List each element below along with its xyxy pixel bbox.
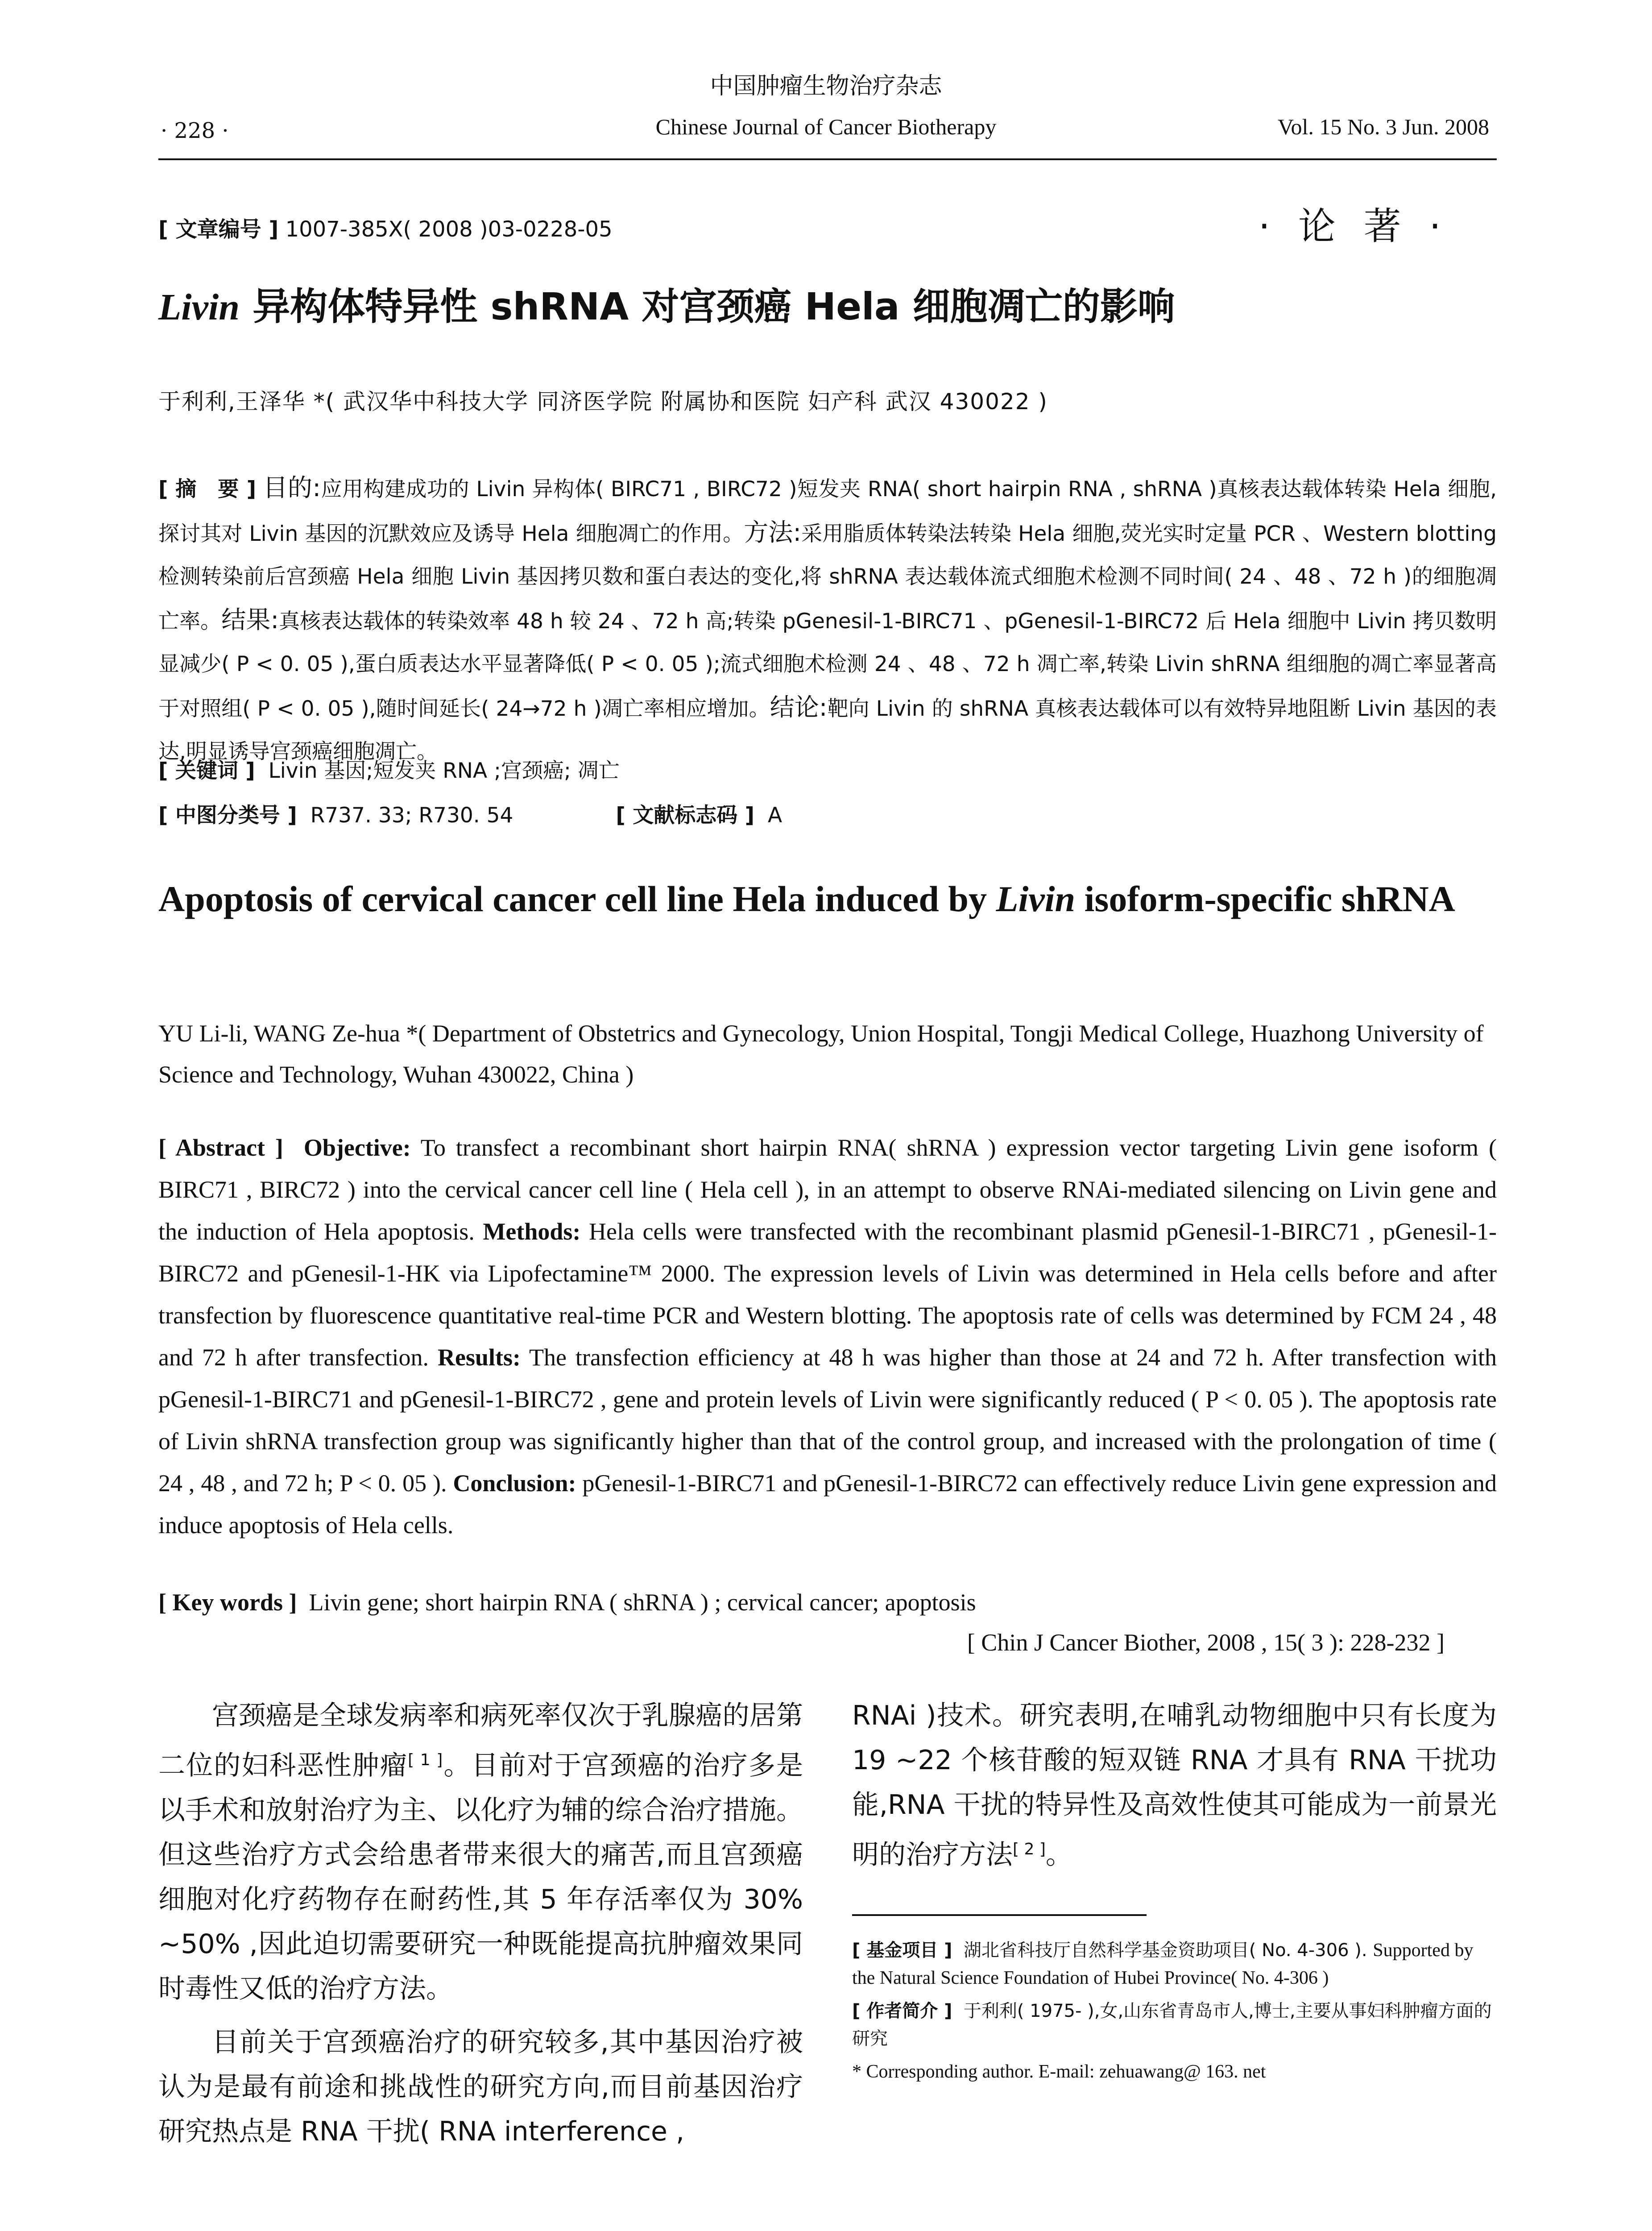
doc-code-label: [ 文献标志码 ] [616,803,755,828]
conclusion-cn-label: 结论: [770,693,828,722]
article-id-value: 1007-385X( 2008 )03-0228-05 [285,217,613,242]
volume-info: Vol. 15 No. 3 Jun. 2008 [1277,114,1489,139]
body-left-column [158,1693,803,2154]
body-paragraph [158,2020,803,2154]
body-left-p1-rest: 。目前对于宫颈癌的治疗多是以手术和放射治疗为主、以化疗为辅的综合治疗措施。但这些治疗方式会给患者带来很大的痛苦,而且宫颈癌细胞对化疗药物存在耐药性,其 5 年存活率仅为 30% ~50% ,因此迫切需要研究一种既能提高抗肿瘤效果同时毒性又低的治疗方法。 [158,1750,803,2004]
doc-code-value: A [767,803,783,828]
keywords-cn [158,754,620,784]
author-bio: 于利利( 1975- ),女,山东省青岛市人,博士,主要从事妇科肿瘤方面的研究 [852,2001,1492,2049]
keywords-en-value: Livin gene; short hairpin RNA ( shRNA ) ; cervical cancer; apoptosis [309,1589,976,1616]
article-id-label: [ 文章编号 ] [158,217,279,242]
title-en-before: Apoptosis of cervical cancer cell line Hela induced by [158,879,996,919]
methods-cn: 采用脂质体转染法转染 Hela 细胞,荧光实时定量 PCR 、Western blotting 检测转染前后宫颈癌 Hela 细胞 Livin 基因拷贝数和蛋白表达的变化,将 shRNA 表达载体流式细胞术检测不同时间( 24 、48 、72 h )的细胞凋亡率。 [158,522,1497,634]
methods-en: Hela cells were transfected with the recombinant plasmid pGenesil-1-BIRC71 , pGenesil-1-BIRC72 and pGenesil-1-HK via Lipofectamine™ 2000. The expression levels of Livin was determined in Hela cells before and after transfection by fluorescence quantitative real-time PCR and Western blotting. The apoptosis rate of cells was determined by FCM 24 , 48 and 72 h after transfection. [158,1218,1497,1371]
objective-cn-label: 目的: [263,473,321,502]
fund-en: Supported by the Natural Science Foundation of Hubei Province( No. 4-306 ) [852,1940,1474,1988]
body-left-p2: 目前关于宫颈癌治疗的研究较多,其中基因治疗被认为是最有前途和挑战性的研究方向,而目前基因治疗研究热点是 RNA 干扰( RNA interference , [158,2027,803,2147]
methods-cn-label: 方法: [744,518,802,547]
body-right-p1: RNAi )技术。研究表明,在哺乳动物细胞中只有长度为 19 ~22 个核苷酸的短双链 RNA 才具有 RNA 干扰功能,RNA 干扰的特异性及高效性使其可能成为一前景光明的治疗方法 [852,1700,1497,1870]
results-cn-label: 结果: [221,605,279,634]
keywords-cn-label: [ 关键词 ] [158,759,255,783]
abstract-en [158,1127,1497,1546]
classification-label: [ 中图分类号 ] [158,803,297,828]
abstract-cn-label: [ 摘 要 ] [158,477,257,502]
body-paragraph [852,1693,1497,1877]
keywords-en [158,1588,976,1616]
title-en [158,870,1497,928]
title-cn-rest: 异构体特异性 shRNA 对宫颈癌 Hela 细胞凋亡的影响 [240,285,1175,328]
keywords-cn-value: Livin 基因;短发夹 RNA ;宫颈癌; 凋亡 [268,759,620,783]
conclusion-en: pGenesil-1-BIRC71 and pGenesil-1-BIRC72 can effectively reduce Livin gene expression and induce apoptosis of Hela cells. [158,1470,1497,1538]
body-paragraph [158,1693,803,2011]
body-left-p1: 宫颈癌是全球发病率和病死率仅次于乳腺癌的居第二位的妇科恶性肿瘤 [158,1700,803,1781]
title-cn [158,277,1175,331]
methods-en-label: Methods: [483,1218,581,1245]
footnote-author [852,1997,1497,2053]
authors-en: YU Li-li, WANG Ze-hua *( Department of Obstetrics and Gynecology, Union Hospital, Tongji Medical College, Huazhong University of Science and Technology, Wuhan 430022, China ) [158,1020,1484,1088]
page-number: · 228 · [161,118,229,143]
reference-1: [ 1 ] [408,1751,443,1769]
body-right-column [852,1693,1497,1877]
title-en-italic: Livin [996,879,1076,919]
author-label: [ 作者简介 ] [852,2001,952,2021]
footnote-fund [852,1937,1497,1992]
results-cn: 真核表达载体的转染效率 48 h 较 24 、72 h 高;转染 pGenesil-1-BIRC71 、pGenesil-1-BIRC72 后 Hela 细胞中 Livin 拷贝数明显减少( P < 0. 05 ),蛋白质表达水平显著降低( P < 0. 05 );流式细胞术检测 24 、48 、72 h 凋亡率,转染 Livin shRNA 组细胞的凋亡率显著高于对照组( P < 0. 05 ),随时间延长( 24→72 h )凋亡率相应增加。 [158,609,1497,721]
results-en: The transfection efficiency at 48 h was higher than those at 24 and 72 h. After transfection with pGenesil-1-BIRC71 and pGenesil-1-BIRC72 , gene and protein levels of Livin were significantly reduced ( P < 0. 05 ). The apoptosis rate of Livin shRNA transfection group was significantly higher than that of the control group, and increased with the prolongation of time ( 24 , 48 , and 72 h; P < 0. 05 ). [158,1344,1497,1497]
body-right-p1-end: 。 [1045,1839,1072,1870]
journal-title-en: Chinese Journal of Cancer Biotherapy [655,114,997,139]
abstract-en-label: [ Abstract ] [158,1134,283,1161]
section-tag: · 论 著 · [1258,204,1449,248]
footnote-rule [852,1914,1147,1916]
objective-en: To transfect a recombinant short hairpin RNA( shRNA ) expression vector targeting Livin gene isoform ( BIRC71 , BIRC72 ) into the cervical cancer cell line ( Hela cell ), in an attempt to observe RNAi-mediated silencing on Livin gene and the induction of Hela apoptosis. [158,1134,1497,1245]
fund-cn: 湖北省科技厅自然科学基金资助项目( No. 4-306 ). [963,1940,1367,1961]
footnotes [852,1937,1497,2091]
conclusion-cn: 靶向 Livin 的 shRNA 真核表达载体可以有效特异地阻断 Livin 基因的表达,明显诱导宫颈癌细胞凋亡。 [158,697,1497,764]
footnote-corresponding: * Corresponding author. E-mail: zehuawang@ 163. net [852,2061,1266,2082]
classification-cn [158,799,782,829]
conclusion-en-label: Conclusion: [453,1470,576,1497]
fund-label: [ 基金项目 ] [852,1940,952,1961]
abstract-cn [158,466,1497,773]
results-en-label: Results: [438,1344,521,1371]
reference-2: [ 2 ] [1013,1840,1046,1858]
classification-value: R737. 33; R730. 54 [310,803,513,828]
title-cn-italic: Livin [158,286,240,328]
journal-title-cn: 中国肿瘤生物治疗杂志 [710,73,942,100]
header-rule [158,158,1497,160]
citation-en: [ Chin J Cancer Biother, 2008 , 15( 3 ): 228-232 ] [967,1629,1445,1656]
title-en-after: isoform-specific shRNA [1075,879,1455,919]
keywords-en-label: [ Key words ] [158,1589,297,1616]
objective-cn: 应用构建成功的 Livin 异构体( BIRC71 , BIRC72 )短发夹 RNA( short hairpin RNA , shRNA )真核表达载体转染 Hela 细胞,探讨其对 Livin 基因的沉默效应及诱导 Hela 细胞凋亡的作用。 [158,477,1497,546]
article-id [158,212,613,243]
authors-cn: 于利利,王泽华 *( 武汉华中科技大学 同济医学院 附属协和医院 妇产科 武汉 430022 ) [158,389,1048,415]
objective-en-label: Objective: [303,1134,411,1161]
